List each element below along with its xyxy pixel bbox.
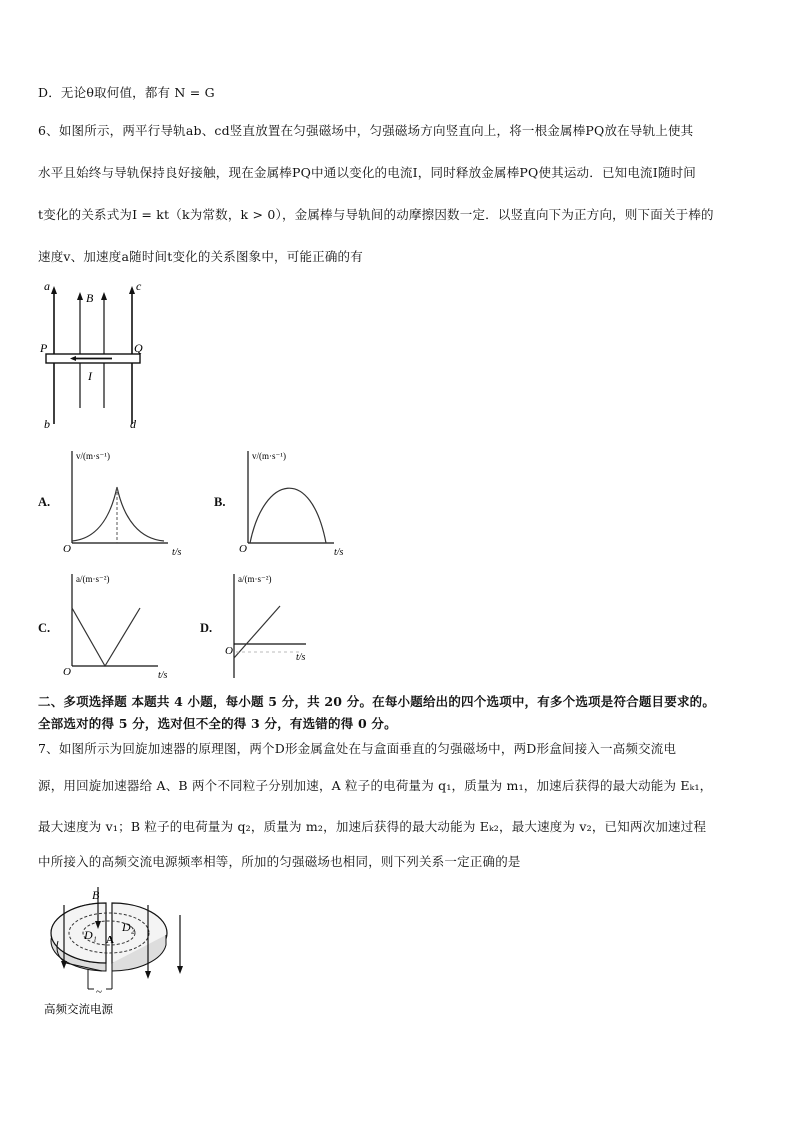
label-p: P	[40, 341, 48, 355]
x-axis-label: t/s	[158, 670, 168, 681]
rail-diagram	[30, 278, 150, 438]
x-axis-label: t/s	[172, 547, 182, 557]
y-axis-label: v/(m·s⁻¹)	[252, 451, 286, 461]
option-a-label[interactable]: A.	[38, 495, 51, 509]
cyclotron-caption: 高频交流电源	[44, 1004, 113, 1016]
arrow-down-icon	[177, 966, 183, 974]
label-a-source: A	[106, 934, 114, 946]
origin-label: O	[63, 543, 71, 555]
q6-text-line-4: 速度v、加速度a随时间t变化的关系图象中，可能正确的有	[38, 249, 363, 264]
label-b-field: B	[92, 888, 100, 902]
arrow-up-icon	[51, 286, 57, 294]
label-c: c	[136, 279, 142, 293]
q7-text-line-1: 7、如图所示为回旋加速器的原理图，两个D形金属盒处在与盒面垂直的匀强磁场中，两D形盒间接入一高频交流电	[38, 741, 677, 756]
label-b: b	[44, 417, 50, 431]
x-axis-label: t/s	[334, 547, 344, 557]
option-d-label[interactable]: D.	[200, 621, 213, 635]
q7-text-line-4: 中所接入的高频交流电源频率相等，所加的匀强磁场也相同，则下列关系一定正确的是	[38, 854, 521, 869]
y-axis-label: a/(m·s⁻²)	[238, 574, 272, 584]
arrow-up-icon	[77, 292, 83, 300]
option-c-label[interactable]: C.	[38, 621, 51, 635]
option-b-graph	[236, 445, 361, 557]
v-curve-fall	[117, 487, 164, 541]
cyclotron-diagram	[38, 885, 198, 1020]
section-2-header-line-1: 二、多项选择题 本题共 4 小题，每小题 5 分，共 20 分。在每小题给出的四个选项中，有多个选项是符合题目要求的。	[38, 694, 716, 709]
option-a-graph	[60, 445, 195, 557]
v-curve-rise	[72, 487, 117, 541]
a-v-line	[72, 608, 140, 666]
q7-text-line-2: 源，用回旋加速器给 A、B 两个不同粒子分别加速，A 粒子的电荷量为 q₁，质量为 m₁，加速后获得的最大动能为 Eₖ₁，	[38, 778, 713, 793]
origin-label: O	[63, 666, 71, 678]
option-c-graph	[60, 568, 180, 683]
option-b-label[interactable]: B.	[214, 495, 226, 509]
q6-text-line-1: 6、如图所示，两平行导轨ab、cd竖直放置在匀强磁场中，匀强磁场方向竖直向上，将一根金属棒PQ放在导轨上使其	[38, 123, 694, 138]
arrow-up-icon	[101, 292, 107, 300]
section-2-header-line-2: 全部选对的得 5 分，选对但不全的得 3 分，有选错的得 0 分。	[38, 716, 397, 731]
q6-text-line-2: 水平且始终与导轨保持良好接触，现在金属棒PQ中通以变化的电流I，同时释放金属棒PQ使其运动．已知电流I随时间	[38, 165, 696, 180]
y-axis-label: a/(m·s⁻²)	[76, 574, 110, 584]
origin-label: O	[239, 543, 247, 555]
arrow-up-icon	[129, 286, 135, 294]
label-current: I	[88, 369, 92, 383]
label-d2: D₂	[122, 920, 135, 934]
q6-text-line-3: t变化的关系式为I = kt（k为常数，k > 0），金属棒与导轨间的动摩擦因数一定．以竖直向下为正方向，则下面关于棒的	[38, 207, 714, 222]
y-axis-label: v/(m·s⁻¹)	[76, 451, 110, 461]
label-b-field: B	[86, 291, 94, 305]
a-rising-line	[234, 606, 280, 658]
arrow-down-icon	[145, 971, 151, 979]
v-arch-curve	[250, 488, 326, 543]
q7-text-line-3: 最大速度为 v₁；B 粒子的电荷量为 q₂，质量为 m₂，加速后获得的最大动能为 Eₖ₂，最大速度为 v₂，已知两次加速过程	[38, 819, 707, 834]
ac-symbol: ~	[96, 986, 102, 998]
label-q: Q	[134, 341, 143, 355]
option-d-graph	[222, 568, 332, 683]
x-axis-label: t/s	[296, 652, 306, 663]
label-a: a	[44, 279, 50, 293]
q5-option-d: D．无论θ取何值，都有 N = G	[38, 85, 215, 100]
origin-label: O	[225, 645, 233, 657]
label-d1: D₁	[84, 928, 97, 942]
arrow-down-icon	[61, 961, 67, 969]
label-d: d	[130, 417, 136, 431]
